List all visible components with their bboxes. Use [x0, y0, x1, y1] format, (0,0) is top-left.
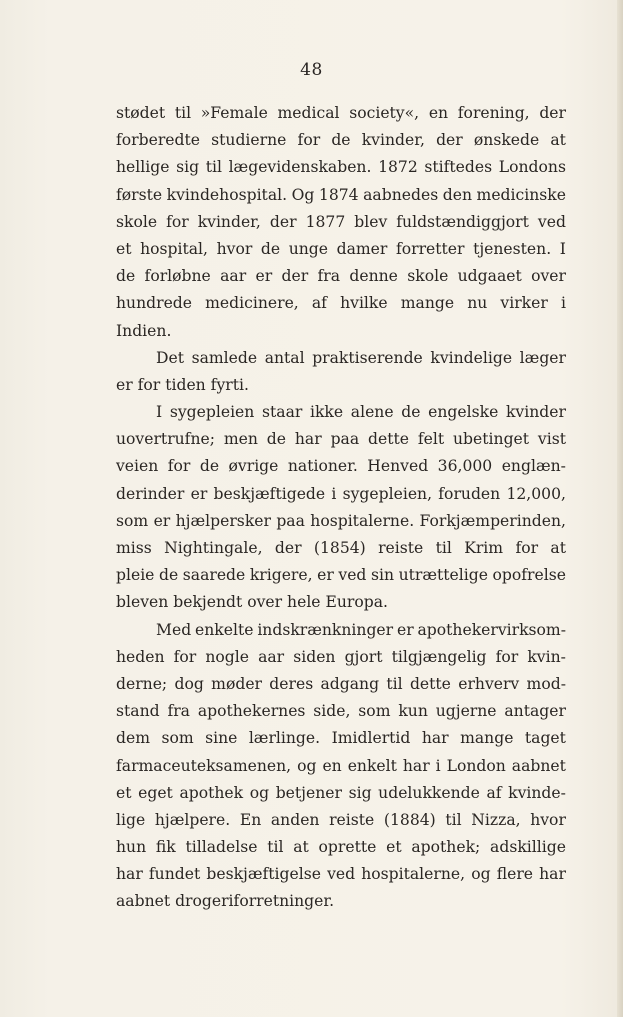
- text-line: bleven bekjendt over hele Europa.: [116, 593, 388, 612]
- text-line: et eget apothek og betjener sig udelukkende af kvinde-: [116, 783, 566, 802]
- text-line: første kvindehospital. Og 1874 aabnedes den medicinske: [116, 185, 566, 204]
- text-line: pleie de saarede krigere, er ved sin utrættelige opofrelse: [116, 566, 566, 585]
- text-line: dem som sine lærlinge. Imidlertid har mange taget: [116, 729, 566, 748]
- text-line: derne; dog møder deres adgang til dette erhverv mod-: [116, 674, 566, 693]
- text-line: forberedte studierne for de kvinder, der ønskede at: [116, 131, 566, 150]
- text-line: aabnet drogeriforretninger.: [116, 892, 335, 911]
- text-line: har fundet beskjæftigelse ved hospitalerne, og flere har: [116, 865, 566, 884]
- text-line: farmaceuteksamenen, og en enkelt har i London aabnet: [116, 756, 566, 775]
- text-line: lige hjælpere. En anden reiste (1884) til Nizza, hvor: [116, 810, 566, 829]
- text-line: Det samlede antal praktiserende kvindelige læger: [156, 348, 566, 367]
- text-line: miss Nightingale, der (1854) reiste til Krim for at: [116, 539, 566, 557]
- text-line: hellige sig til lægevidenskaben. 1872 stiftedes Londons: [116, 158, 566, 177]
- text-line: Med enkelte indskrænkninger er apothekervirksom-: [156, 620, 566, 639]
- body-text: [116, 100, 566, 916]
- text-line: veien for de øvrige nationer. Henved 36,000 englæn-: [116, 457, 566, 476]
- text-line: uovertrufne; men de har paa dette felt ubetinget vist: [116, 430, 566, 449]
- text-line: skole for kvinder, der 1877 blev fuldstændiggjort ved: [116, 212, 566, 231]
- text-line: er for tiden fyrti.: [116, 375, 249, 394]
- text-line: I sygepleien staar ikke alene de engelske kvinder: [156, 403, 566, 422]
- text-line: stand fra apothekernes side, som kun ugjerne antager: [116, 702, 566, 721]
- text-line: hun fik tilladelse til at oprette et apothek; adskillige: [116, 838, 566, 857]
- text-line: heden for nogle aar siden gjort tilgjængelig for kvin-: [116, 647, 566, 666]
- text-line: et hospital, hvor de unge damer forretter tjenesten. I: [116, 239, 566, 258]
- text-line: som er hjælpersker paa hospitalerne. Forkjæmperinden,: [116, 511, 566, 530]
- text-line: derinder er beskjæftigede i sygepleien, foruden 12,000,: [116, 484, 566, 503]
- text-line: hundrede medicinere, af hvilke mange nu virker i: [116, 294, 566, 313]
- text-line: de forløbne aar er der fra denne skole udgaaet over: [116, 267, 566, 286]
- text-line: Indien.: [116, 321, 172, 340]
- text-line: stødet til »Female medical society«, en forening, der: [116, 104, 566, 122]
- page-number: 48: [300, 60, 323, 80]
- page-edge-shadow: [617, 0, 623, 1017]
